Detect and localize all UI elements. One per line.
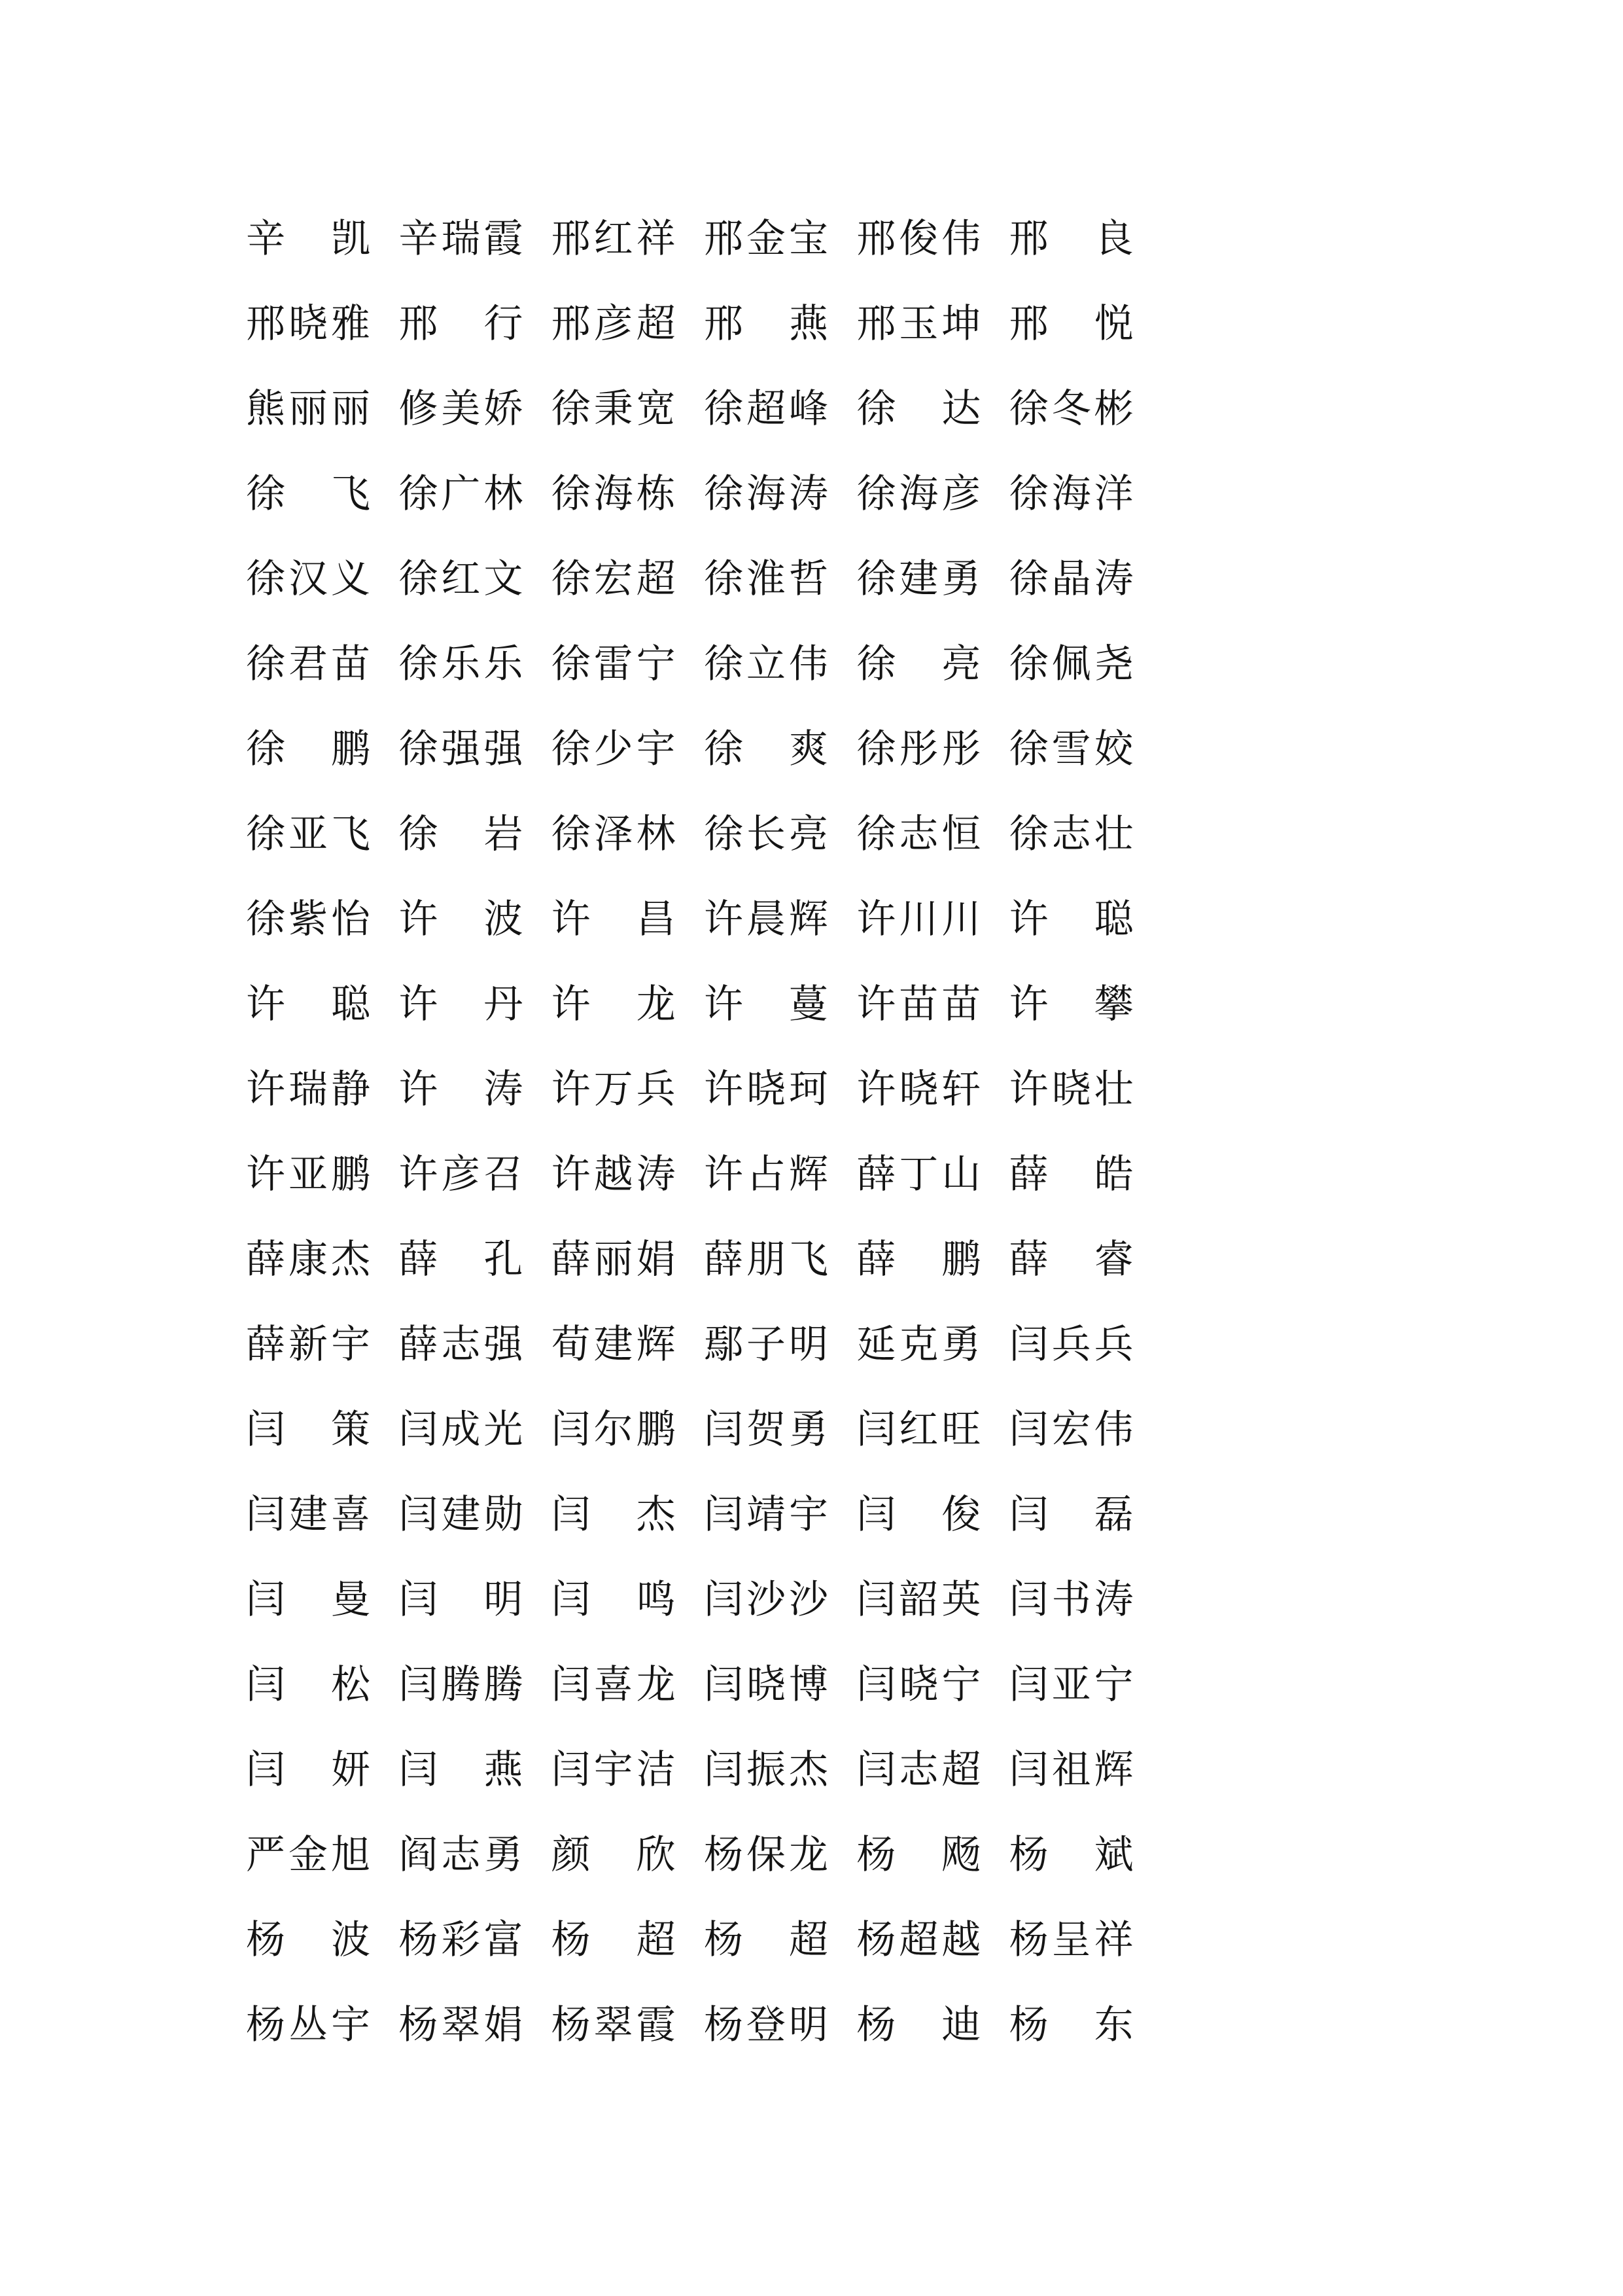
name-entry bbox=[1009, 707, 1162, 792]
name-text: 许 万 兵 bbox=[551, 1067, 676, 1112]
name-text: 邢 玉 坤 bbox=[856, 301, 981, 347]
name-text: 杨 保 龙 bbox=[703, 1832, 828, 1878]
name-text: 闫 韶 英 bbox=[856, 1577, 981, 1623]
name-entry bbox=[856, 877, 1009, 962]
name-entry bbox=[1009, 1557, 1162, 1642]
name-list bbox=[246, 196, 1162, 2068]
name-text: 徐 汉 义 bbox=[246, 556, 370, 602]
name-row bbox=[246, 281, 1162, 366]
name-entry bbox=[246, 1132, 398, 1217]
name-entry bbox=[1009, 1047, 1162, 1132]
name-text: 薛 志 强 bbox=[398, 1322, 523, 1368]
name-entry bbox=[398, 1557, 551, 1642]
name-text: 杨 迪 bbox=[856, 2002, 981, 2048]
name-entry bbox=[398, 1898, 551, 1983]
name-entry bbox=[398, 962, 551, 1047]
name-text: 许 晓 轩 bbox=[856, 1067, 981, 1112]
name-text: 徐 泽 林 bbox=[551, 811, 676, 857]
name-text: 闫 靖 宇 bbox=[703, 1492, 828, 1538]
name-entry bbox=[246, 1472, 398, 1557]
name-entry bbox=[246, 366, 398, 451]
name-entry bbox=[398, 1132, 551, 1217]
name-text: 闫 妍 bbox=[246, 1747, 370, 1793]
name-text: 徐 雷 宁 bbox=[551, 641, 676, 687]
name-text: 许 涛 bbox=[398, 1067, 523, 1112]
name-text: 杨 波 bbox=[246, 1917, 370, 1963]
name-entry bbox=[704, 877, 856, 962]
name-text: 闫 建 勋 bbox=[398, 1492, 523, 1538]
name-entry bbox=[551, 1812, 704, 1898]
name-entry bbox=[704, 1132, 856, 1217]
name-text: 闫 宇 洁 bbox=[551, 1747, 676, 1793]
name-text: 闫 腾 腾 bbox=[398, 1662, 523, 1708]
name-row bbox=[246, 1557, 1162, 1642]
name-text: 徐 君 苗 bbox=[246, 641, 370, 687]
name-entry bbox=[246, 196, 398, 281]
name-entry bbox=[856, 1132, 1009, 1217]
name-text: 邢 燕 bbox=[703, 301, 828, 347]
name-text: 闫 亚 宁 bbox=[1009, 1662, 1134, 1708]
name-row bbox=[246, 537, 1162, 622]
name-text: 闫 宏 伟 bbox=[1009, 1407, 1134, 1453]
name-text: 杨 东 bbox=[1009, 2002, 1134, 2048]
name-entry bbox=[856, 196, 1009, 281]
name-entry bbox=[246, 1983, 398, 2068]
name-text: 许 瑞 静 bbox=[246, 1067, 370, 1112]
name-text: 闫 志 超 bbox=[856, 1747, 981, 1793]
name-text: 许 亚 鹏 bbox=[246, 1152, 370, 1197]
name-entry bbox=[704, 1812, 856, 1898]
name-entry bbox=[704, 1387, 856, 1472]
name-entry bbox=[704, 1642, 856, 1727]
name-text: 闫 晓 博 bbox=[703, 1662, 828, 1708]
name-entry bbox=[246, 281, 398, 366]
name-text: 杨 超 越 bbox=[856, 1917, 981, 1963]
name-text: 辛 凯 bbox=[246, 216, 370, 262]
name-text: 徐 建 勇 bbox=[856, 556, 981, 602]
name-text: 徐 岩 bbox=[398, 811, 523, 857]
name-entry bbox=[551, 537, 704, 622]
name-text: 闫 振 杰 bbox=[703, 1747, 828, 1793]
name-entry bbox=[398, 537, 551, 622]
name-entry bbox=[398, 1387, 551, 1472]
name-entry bbox=[1009, 196, 1162, 281]
name-entry bbox=[856, 1983, 1009, 2068]
name-entry bbox=[856, 622, 1009, 707]
name-entry bbox=[1009, 877, 1162, 962]
name-text: 徐 广 林 bbox=[398, 471, 523, 517]
name-row bbox=[246, 1132, 1162, 1217]
name-entry bbox=[1009, 1812, 1162, 1898]
name-text: 徐 强 强 bbox=[398, 726, 523, 772]
name-text: 薛 丽 娟 bbox=[551, 1237, 676, 1282]
name-text: 杨 超 bbox=[551, 1917, 676, 1963]
name-text: 闫 策 bbox=[246, 1407, 370, 1453]
name-text: 许 川 川 bbox=[856, 896, 981, 942]
name-entry bbox=[398, 366, 551, 451]
name-entry bbox=[1009, 1132, 1162, 1217]
name-entry bbox=[551, 1983, 704, 2068]
name-text: 徐 海 洋 bbox=[1009, 471, 1134, 517]
name-entry bbox=[246, 451, 398, 537]
name-text: 闫 俊 bbox=[856, 1492, 981, 1538]
name-entry bbox=[246, 1642, 398, 1727]
name-row bbox=[246, 196, 1162, 281]
name-text: 邢 金 宝 bbox=[703, 216, 828, 262]
name-entry bbox=[246, 1557, 398, 1642]
name-text: 杨 丛 宇 bbox=[246, 2002, 370, 2048]
name-entry bbox=[551, 451, 704, 537]
name-text: 许 越 涛 bbox=[551, 1152, 676, 1197]
name-entry bbox=[398, 622, 551, 707]
name-text: 徐 志 恒 bbox=[856, 811, 981, 857]
name-entry bbox=[246, 1302, 398, 1387]
name-entry bbox=[551, 962, 704, 1047]
name-row bbox=[246, 366, 1162, 451]
name-text: 杨 斌 bbox=[1009, 1832, 1134, 1878]
name-entry bbox=[1009, 281, 1162, 366]
name-text: 徐 淮 哲 bbox=[703, 556, 828, 602]
name-text: 徐 紫 怡 bbox=[246, 896, 370, 942]
name-entry bbox=[856, 1557, 1009, 1642]
name-entry bbox=[551, 1727, 704, 1812]
name-text: 许 苗 苗 bbox=[856, 981, 981, 1027]
name-text: 徐 达 bbox=[856, 386, 981, 432]
name-entry bbox=[856, 1642, 1009, 1727]
name-text: 闫 曼 bbox=[246, 1577, 370, 1623]
name-entry bbox=[704, 1302, 856, 1387]
name-entry bbox=[1009, 1727, 1162, 1812]
name-text: 徐 飞 bbox=[246, 471, 370, 517]
name-text: 杨 呈 祥 bbox=[1009, 1917, 1134, 1963]
name-text: 薛 朋 飞 bbox=[703, 1237, 828, 1282]
name-text: 徐 海 涛 bbox=[703, 471, 828, 517]
name-text: 杨 登 明 bbox=[703, 2002, 828, 2048]
name-text: 阎 志 勇 bbox=[398, 1832, 523, 1878]
name-entry bbox=[856, 1898, 1009, 1983]
name-entry bbox=[551, 877, 704, 962]
name-entry bbox=[246, 707, 398, 792]
name-entry bbox=[398, 1302, 551, 1387]
name-text: 徐 长 亮 bbox=[703, 811, 828, 857]
name-text: 邢 晓 雅 bbox=[246, 301, 370, 347]
name-text: 徐 红 文 bbox=[398, 556, 523, 602]
name-entry bbox=[551, 792, 704, 877]
name-text: 邢 红 祥 bbox=[551, 216, 676, 262]
name-entry bbox=[704, 537, 856, 622]
name-entry bbox=[1009, 1302, 1162, 1387]
name-entry bbox=[398, 1727, 551, 1812]
name-entry bbox=[246, 622, 398, 707]
name-entry bbox=[398, 1812, 551, 1898]
name-entry bbox=[704, 1217, 856, 1302]
name-entry bbox=[856, 451, 1009, 537]
name-entry bbox=[398, 1983, 551, 2068]
name-text: 闫 祖 辉 bbox=[1009, 1747, 1134, 1793]
name-text: 许 占 辉 bbox=[703, 1152, 828, 1197]
name-text: 闫 磊 bbox=[1009, 1492, 1134, 1538]
name-entry bbox=[704, 451, 856, 537]
name-entry bbox=[704, 1047, 856, 1132]
name-entry bbox=[398, 1047, 551, 1132]
name-entry bbox=[704, 707, 856, 792]
name-entry bbox=[1009, 366, 1162, 451]
name-text: 徐 冬 彬 bbox=[1009, 386, 1134, 432]
name-row bbox=[246, 1898, 1162, 1983]
name-text: 徐 彤 彤 bbox=[856, 726, 981, 772]
name-entry bbox=[856, 1472, 1009, 1557]
name-text: 薛 孔 bbox=[398, 1237, 523, 1282]
name-entry bbox=[1009, 622, 1162, 707]
name-text: 薛 新 宇 bbox=[246, 1322, 370, 1368]
name-entry bbox=[398, 877, 551, 962]
name-entry bbox=[856, 281, 1009, 366]
name-text: 邢 俊 伟 bbox=[856, 216, 981, 262]
name-entry bbox=[704, 1557, 856, 1642]
name-text: 许 聪 bbox=[1009, 896, 1134, 942]
name-row bbox=[246, 1983, 1162, 2068]
name-entry bbox=[856, 1047, 1009, 1132]
name-text: 闫 尔 鹏 bbox=[551, 1407, 676, 1453]
name-text: 闫 明 bbox=[398, 1577, 523, 1623]
name-entry bbox=[1009, 1983, 1162, 2068]
name-text: 闫 沙 沙 bbox=[703, 1577, 828, 1623]
name-text: 徐 立 伟 bbox=[703, 641, 828, 687]
name-row bbox=[246, 707, 1162, 792]
name-text: 修 美 娇 bbox=[398, 386, 523, 432]
name-entry bbox=[551, 1472, 704, 1557]
name-text: 徐 宏 超 bbox=[551, 556, 676, 602]
name-text: 薛 睿 bbox=[1009, 1237, 1134, 1282]
name-entry bbox=[551, 622, 704, 707]
name-text: 徐 志 壮 bbox=[1009, 811, 1134, 857]
name-row bbox=[246, 1812, 1162, 1898]
name-text: 严 金 旭 bbox=[246, 1832, 370, 1878]
name-entry bbox=[704, 281, 856, 366]
name-text: 闫 松 bbox=[246, 1662, 370, 1708]
name-entry bbox=[704, 1983, 856, 2068]
name-entry bbox=[398, 281, 551, 366]
name-entry bbox=[856, 366, 1009, 451]
name-text: 薛 丁 山 bbox=[856, 1152, 981, 1197]
name-entry bbox=[551, 1047, 704, 1132]
name-entry bbox=[246, 537, 398, 622]
name-entry bbox=[1009, 1387, 1162, 1472]
name-entry bbox=[1009, 792, 1162, 877]
name-text: 许 昌 bbox=[551, 896, 676, 942]
name-text: 薛 康 杰 bbox=[246, 1237, 370, 1282]
name-text: 杨 飏 bbox=[856, 1832, 981, 1878]
name-text: 闫 鸣 bbox=[551, 1577, 676, 1623]
name-row bbox=[246, 877, 1162, 962]
name-text: 许 攀 bbox=[1009, 981, 1134, 1027]
name-entry bbox=[704, 1898, 856, 1983]
name-entry bbox=[551, 1387, 704, 1472]
name-entry bbox=[246, 1727, 398, 1812]
name-row bbox=[246, 1217, 1162, 1302]
name-row bbox=[246, 622, 1162, 707]
name-text: 徐 晶 涛 bbox=[1009, 556, 1134, 602]
name-entry bbox=[398, 1217, 551, 1302]
name-text: 许 蔓 bbox=[703, 981, 828, 1027]
name-text: 辛 瑞 霞 bbox=[398, 216, 523, 262]
name-text: 徐 秉 宽 bbox=[551, 386, 676, 432]
name-row bbox=[246, 1642, 1162, 1727]
name-entry bbox=[704, 1727, 856, 1812]
name-entry bbox=[856, 962, 1009, 1047]
name-text: 杨 彩 富 bbox=[398, 1917, 523, 1963]
name-text: 闫 燕 bbox=[398, 1747, 523, 1793]
name-row bbox=[246, 1302, 1162, 1387]
name-entry bbox=[551, 1217, 704, 1302]
name-text: 邢 行 bbox=[398, 301, 523, 347]
name-text: 闫 喜 龙 bbox=[551, 1662, 676, 1708]
name-entry bbox=[856, 1217, 1009, 1302]
name-text: 杨 翠 娟 bbox=[398, 2002, 523, 2048]
name-entry bbox=[551, 1557, 704, 1642]
name-entry bbox=[704, 962, 856, 1047]
name-text: 闫 兵 兵 bbox=[1009, 1322, 1134, 1368]
name-entry bbox=[398, 1642, 551, 1727]
name-text: 杨 超 bbox=[703, 1917, 828, 1963]
name-entry bbox=[704, 792, 856, 877]
name-entry bbox=[246, 1898, 398, 1983]
name-row bbox=[246, 792, 1162, 877]
name-entry bbox=[246, 877, 398, 962]
name-entry bbox=[1009, 1642, 1162, 1727]
name-entry bbox=[551, 1302, 704, 1387]
name-text: 徐 雪 姣 bbox=[1009, 726, 1134, 772]
name-text: 许 聪 bbox=[246, 981, 370, 1027]
name-entry bbox=[856, 1387, 1009, 1472]
name-text: 闫 书 涛 bbox=[1009, 1577, 1134, 1623]
name-row bbox=[246, 1472, 1162, 1557]
name-text: 薛 鹏 bbox=[856, 1237, 981, 1282]
name-entry bbox=[246, 1387, 398, 1472]
name-entry bbox=[551, 1642, 704, 1727]
name-entry bbox=[551, 707, 704, 792]
name-row bbox=[246, 451, 1162, 537]
name-entry bbox=[551, 281, 704, 366]
name-entry bbox=[398, 792, 551, 877]
name-text: 徐 亚 飞 bbox=[246, 811, 370, 857]
name-entry bbox=[856, 1302, 1009, 1387]
name-entry bbox=[1009, 1217, 1162, 1302]
name-text: 徐 佩 尧 bbox=[1009, 641, 1134, 687]
name-entry bbox=[551, 1898, 704, 1983]
name-entry bbox=[551, 196, 704, 281]
name-text: 薛 皓 bbox=[1009, 1152, 1134, 1197]
name-entry bbox=[856, 1812, 1009, 1898]
name-text: 许 丹 bbox=[398, 981, 523, 1027]
name-text: 熊 丽 丽 bbox=[246, 386, 370, 432]
name-entry bbox=[246, 1217, 398, 1302]
name-entry bbox=[856, 1727, 1009, 1812]
name-entry bbox=[856, 707, 1009, 792]
name-entry bbox=[856, 537, 1009, 622]
name-entry bbox=[704, 1472, 856, 1557]
name-entry bbox=[398, 1472, 551, 1557]
name-entry bbox=[398, 451, 551, 537]
name-entry bbox=[246, 1047, 398, 1132]
name-text: 徐 海 彦 bbox=[856, 471, 981, 517]
name-text: 延 克 勇 bbox=[856, 1322, 981, 1368]
name-text: 闫 晓 宁 bbox=[856, 1662, 981, 1708]
name-text: 闫 杰 bbox=[551, 1492, 676, 1538]
name-text: 徐 乐 乐 bbox=[398, 641, 523, 687]
name-text: 许 彦 召 bbox=[398, 1152, 523, 1197]
name-entry bbox=[1009, 1898, 1162, 1983]
name-text: 邢 彦 超 bbox=[551, 301, 676, 347]
name-text: 徐 海 栋 bbox=[551, 471, 676, 517]
name-text: 许 晨 辉 bbox=[703, 896, 828, 942]
name-text: 杨 翠 霞 bbox=[551, 2002, 676, 2048]
name-text: 闫 成 光 bbox=[398, 1407, 523, 1453]
name-text: 徐 超 峰 bbox=[703, 386, 828, 432]
name-entry bbox=[704, 366, 856, 451]
name-entry bbox=[856, 792, 1009, 877]
name-row bbox=[246, 1727, 1162, 1812]
name-row bbox=[246, 962, 1162, 1047]
name-entry bbox=[551, 366, 704, 451]
name-entry bbox=[398, 707, 551, 792]
name-entry bbox=[1009, 451, 1162, 537]
name-entry bbox=[704, 196, 856, 281]
name-entry bbox=[398, 196, 551, 281]
name-entry bbox=[246, 1812, 398, 1898]
name-text: 许 龙 bbox=[551, 981, 676, 1027]
name-text: 荀 建 辉 bbox=[551, 1322, 676, 1368]
name-entry bbox=[704, 622, 856, 707]
name-text: 徐 少 宇 bbox=[551, 726, 676, 772]
name-entry bbox=[246, 962, 398, 1047]
name-entry bbox=[551, 1132, 704, 1217]
name-text: 闫 贺 勇 bbox=[703, 1407, 828, 1453]
name-text: 许 晓 珂 bbox=[703, 1067, 828, 1112]
name-text: 颜 欣 bbox=[551, 1832, 676, 1878]
name-row bbox=[246, 1047, 1162, 1132]
name-text: 邢 悦 bbox=[1009, 301, 1134, 347]
name-row bbox=[246, 1387, 1162, 1472]
name-text: 徐 爽 bbox=[703, 726, 828, 772]
name-entry bbox=[1009, 1472, 1162, 1557]
name-text: 许 晓 壮 bbox=[1009, 1067, 1134, 1112]
name-text: 徐 鹏 bbox=[246, 726, 370, 772]
name-text: 闫 红 旺 bbox=[856, 1407, 981, 1453]
name-entry bbox=[246, 792, 398, 877]
name-text: 闫 建 喜 bbox=[246, 1492, 370, 1538]
name-text: 鄢 子 明 bbox=[703, 1322, 828, 1368]
name-entry bbox=[1009, 537, 1162, 622]
name-entry bbox=[1009, 962, 1162, 1047]
name-text: 徐 亮 bbox=[856, 641, 981, 687]
name-text: 邢 良 bbox=[1009, 216, 1134, 262]
name-text: 许 波 bbox=[398, 896, 523, 942]
